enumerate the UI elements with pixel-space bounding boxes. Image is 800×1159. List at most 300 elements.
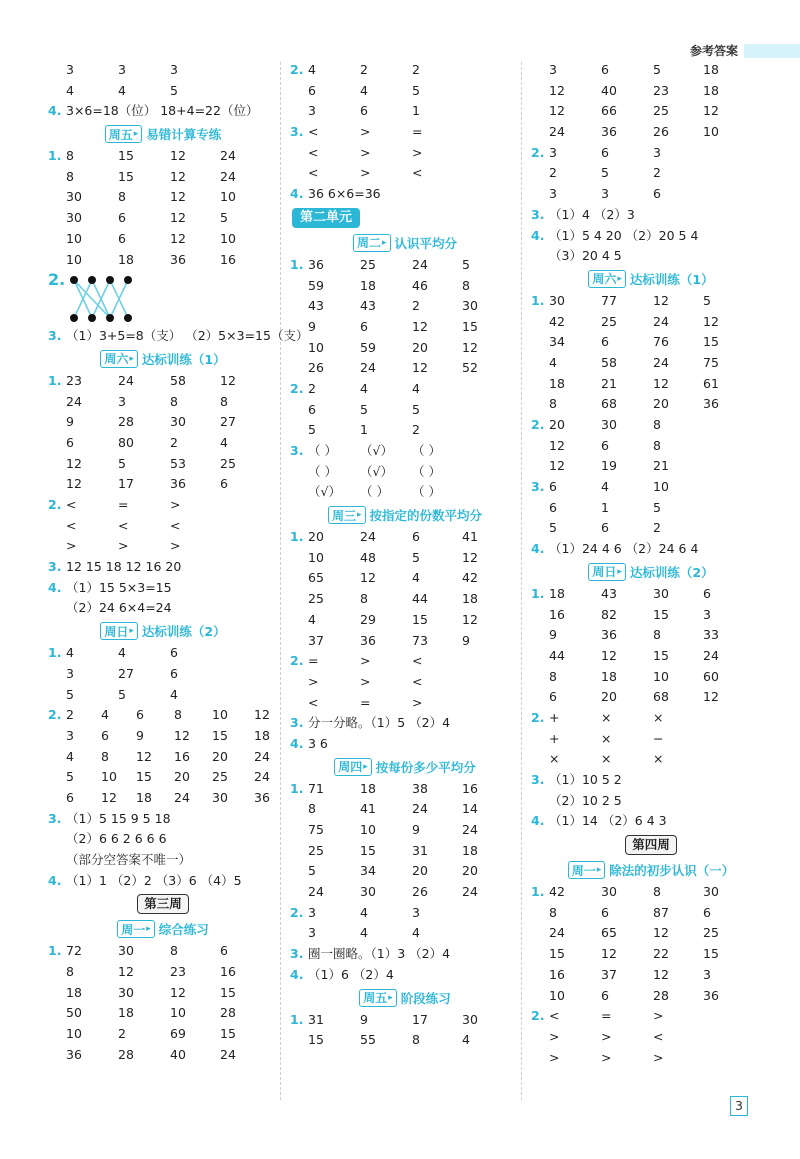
answer-cell: 30 bbox=[170, 414, 186, 430]
answer-cell: 3 bbox=[118, 393, 126, 409]
answer-cell: 4 bbox=[220, 434, 228, 450]
answer-cell: 24 bbox=[118, 372, 134, 388]
answer-cell: 17 bbox=[118, 476, 134, 492]
answer-row bbox=[531, 1048, 771, 1069]
answer-cell: 15 bbox=[118, 148, 134, 164]
answer-cell: 23 bbox=[170, 964, 186, 980]
answer-cell: > bbox=[653, 1049, 664, 1065]
section-heading bbox=[290, 503, 520, 527]
answer-row bbox=[290, 60, 520, 81]
answer-cell: 71 bbox=[308, 780, 324, 796]
answer-cell: 8 bbox=[66, 168, 74, 184]
answer-cell: 44 bbox=[549, 647, 565, 663]
answer-cell: 20 bbox=[549, 417, 565, 432]
answer-row bbox=[290, 441, 520, 462]
answer-cell: 12 bbox=[653, 375, 669, 391]
answer-row bbox=[531, 646, 771, 667]
answer-cell: 12 bbox=[170, 984, 186, 1000]
answer-cell: + bbox=[549, 730, 560, 746]
answer-cell: 12 bbox=[118, 964, 134, 980]
answer-row bbox=[290, 610, 520, 631]
answer-row bbox=[48, 60, 278, 81]
question-number: 4. bbox=[48, 579, 62, 595]
answer-cell: < bbox=[412, 653, 423, 669]
section-day-chip: 周六 ▸ bbox=[100, 350, 138, 368]
question-number: 2. bbox=[531, 1008, 545, 1024]
answer-cell: 5 bbox=[308, 863, 316, 879]
question-number: 1. bbox=[531, 292, 545, 308]
question-number: 1. bbox=[290, 1011, 304, 1027]
section-day-chip: 周三 ▸ bbox=[328, 506, 366, 524]
answer-cell: 15 bbox=[549, 946, 565, 962]
answer-cell: 8 bbox=[174, 707, 182, 723]
answer-cell: 2 bbox=[412, 298, 420, 314]
section-heading bbox=[531, 858, 771, 882]
answer-cell: 3 bbox=[549, 62, 557, 77]
section-title: 按每份多少平均分 bbox=[375, 759, 476, 775]
answer-cell: 3 bbox=[601, 186, 609, 202]
answer-row bbox=[531, 1027, 771, 1048]
answer-row bbox=[48, 250, 278, 271]
dot-matching-diagram bbox=[48, 270, 278, 326]
answer-row bbox=[290, 358, 520, 379]
question-number: 2. bbox=[48, 707, 62, 723]
answer-cell: 4 bbox=[549, 354, 557, 370]
question-number: 4. bbox=[48, 872, 62, 888]
answer-row bbox=[290, 734, 520, 755]
answer-cell: 5 bbox=[601, 165, 609, 181]
answer-row bbox=[48, 726, 278, 747]
answer-cell: 12 bbox=[136, 748, 152, 764]
question-number: 2. bbox=[531, 709, 545, 725]
answer-cell: 24 bbox=[549, 124, 565, 140]
answer-cell: 9 bbox=[360, 1011, 368, 1027]
section-title: 认识平均分 bbox=[394, 235, 458, 251]
answer-cell: 24 bbox=[254, 748, 270, 764]
answer-cell: 24 bbox=[220, 168, 236, 184]
answer-cell: 5 bbox=[412, 549, 420, 565]
matching-dot bbox=[88, 314, 96, 322]
answer-row bbox=[531, 518, 771, 539]
answer-cell: 68 bbox=[601, 396, 617, 412]
answer-row bbox=[290, 965, 520, 986]
answer-row bbox=[290, 799, 520, 820]
answer-cell: 2 bbox=[118, 1026, 126, 1042]
answer-cell: 28 bbox=[220, 1005, 236, 1021]
answer-cell: 19 bbox=[601, 458, 617, 474]
answer-cell: 26 bbox=[412, 884, 428, 900]
answer-cell: 4 bbox=[118, 82, 126, 98]
answer-cell: 6 bbox=[220, 476, 228, 492]
answer-cell: 24 bbox=[360, 529, 376, 545]
answer-cell: 68 bbox=[653, 689, 669, 705]
answer-cell: 36 bbox=[254, 789, 270, 805]
answer-cell: 20 bbox=[412, 339, 428, 355]
answer-row bbox=[531, 332, 771, 353]
answer-cell: 28 bbox=[653, 987, 669, 1003]
answer-row bbox=[531, 394, 771, 415]
answer-row bbox=[531, 687, 771, 708]
answer-cell: 3 bbox=[66, 727, 74, 743]
answer-cell: 15 bbox=[653, 647, 669, 663]
answer-row bbox=[290, 548, 520, 569]
question-number: 2. bbox=[290, 904, 304, 920]
answer-cell: 20 bbox=[462, 863, 478, 879]
answer-cell: 6 bbox=[66, 434, 74, 450]
matching-line bbox=[74, 280, 110, 318]
question-number: 3. bbox=[290, 443, 304, 458]
section-title: 除法的初步认识（一） bbox=[609, 863, 735, 879]
answer-row bbox=[48, 578, 278, 599]
answer-row bbox=[48, 1003, 278, 1024]
answer-cell: 8 bbox=[308, 801, 316, 817]
answer-cell: 73 bbox=[412, 632, 428, 648]
answer-row bbox=[531, 986, 771, 1007]
answer-cell: 66 bbox=[601, 103, 617, 119]
header-decoration-bar bbox=[744, 44, 800, 58]
answer-cell: 4 bbox=[66, 748, 74, 764]
answer-cell: 8 bbox=[118, 189, 126, 205]
question-number: 1. bbox=[290, 780, 304, 796]
answer-cell: > bbox=[549, 1028, 560, 1044]
answer-row bbox=[48, 474, 278, 495]
answer-row bbox=[48, 1045, 278, 1066]
answer-cell: 15 bbox=[308, 1032, 324, 1048]
answer-cell: < bbox=[308, 694, 319, 710]
answer-row bbox=[531, 1006, 771, 1027]
answer-cell: 77 bbox=[601, 292, 617, 308]
answer-row bbox=[290, 143, 520, 164]
answer-cell: 6 bbox=[308, 82, 316, 98]
answer-row bbox=[531, 122, 771, 143]
answer-row bbox=[48, 536, 278, 557]
answer-cell: 3 bbox=[308, 103, 316, 119]
answer-cell: 24 bbox=[462, 884, 478, 900]
answer-cell: 6 bbox=[308, 401, 316, 417]
answer-cell: > bbox=[170, 497, 181, 512]
answer-text: 圈一圈略。（1）3 （2）4 bbox=[308, 946, 451, 962]
answer-cell: 12 bbox=[549, 82, 565, 98]
answer-cell: 12 bbox=[703, 103, 719, 119]
question-number: 1. bbox=[48, 943, 62, 959]
answer-cell: 6 bbox=[101, 727, 109, 743]
answer-cell: 24 bbox=[360, 360, 376, 376]
answer-cell: 3 bbox=[170, 62, 178, 77]
question-number: 3. bbox=[290, 124, 304, 140]
answer-cell: 30 bbox=[360, 884, 376, 900]
answer-cell: 15 bbox=[462, 318, 478, 334]
section-title: 达标训练（1） bbox=[629, 271, 714, 287]
answer-cell: 31 bbox=[308, 1011, 324, 1027]
answer-cell: 6 bbox=[601, 520, 609, 536]
matching-dot bbox=[106, 276, 114, 284]
answer-cell: 6 bbox=[601, 904, 609, 920]
answer-cell: 26 bbox=[308, 360, 324, 376]
answer-row bbox=[48, 454, 278, 475]
answer-row bbox=[48, 788, 278, 809]
answer-cell: 12 bbox=[549, 437, 565, 453]
answer-row bbox=[531, 605, 771, 626]
answer-cell: 26 bbox=[653, 124, 669, 140]
answer-cell: 6 bbox=[601, 334, 609, 350]
answer-row bbox=[290, 527, 520, 548]
answer-cell: > bbox=[601, 1028, 612, 1044]
answer-cell: 25 bbox=[653, 103, 669, 119]
answer-row bbox=[48, 167, 278, 188]
answer-cell: 12 bbox=[101, 789, 117, 805]
answer-cell: 10 bbox=[653, 479, 669, 495]
answer-cell: 24 bbox=[308, 884, 324, 900]
answer-cell: 41 bbox=[360, 801, 376, 817]
answer-row bbox=[531, 667, 771, 688]
answer-cell: 28 bbox=[118, 414, 134, 430]
answer-row bbox=[290, 651, 520, 672]
answer-cell: 30 bbox=[703, 884, 719, 900]
answer-cell: 36 bbox=[703, 396, 719, 412]
answer-row bbox=[290, 296, 520, 317]
answer-cell: 5 bbox=[308, 422, 316, 438]
answer-column-2 bbox=[290, 60, 520, 1051]
answer-cell: 4 bbox=[412, 380, 420, 396]
answer-cell: 8 bbox=[360, 591, 368, 607]
answer-cell: 3 bbox=[118, 62, 126, 77]
answer-cell: 2 bbox=[653, 165, 661, 181]
answer-row bbox=[531, 291, 771, 312]
answer-cell: 2 bbox=[66, 707, 74, 723]
answer-cell: 8 bbox=[549, 904, 557, 920]
question-number: 1. bbox=[48, 372, 62, 388]
answer-cell: 16 bbox=[549, 606, 565, 622]
answer-cell: 18 bbox=[360, 780, 376, 796]
answer-cell: = bbox=[308, 653, 319, 669]
answer-row bbox=[290, 462, 520, 483]
answer-cell: 16 bbox=[220, 964, 236, 980]
answer-cell: 76 bbox=[653, 334, 669, 350]
answer-row bbox=[290, 841, 520, 862]
answer-cell: 18 bbox=[118, 1005, 134, 1021]
answer-cell: 65 bbox=[308, 570, 324, 586]
question-number: 4. bbox=[290, 186, 304, 202]
answer-text: （1）1 （2）2 （3）6 （4）5 bbox=[66, 872, 242, 888]
answer-cell: 61 bbox=[703, 375, 719, 391]
answer-row bbox=[48, 557, 278, 578]
answer-cell: 9 bbox=[412, 822, 420, 837]
question-number: 3. bbox=[48, 328, 62, 344]
answer-cell: 21 bbox=[653, 458, 669, 474]
answer-cell: 5 bbox=[549, 520, 557, 536]
section-title: 按指定的份数平均分 bbox=[369, 508, 483, 524]
week-heading bbox=[531, 832, 771, 858]
answer-cell: 16 bbox=[462, 780, 478, 796]
answer-cell: 6 bbox=[601, 987, 609, 1003]
answer-cell: 24 bbox=[412, 801, 428, 817]
answer-cell: 6 bbox=[601, 62, 609, 77]
answer-cell: 30 bbox=[653, 585, 669, 601]
answer-cell: （√） bbox=[308, 484, 341, 500]
answer-cell: 12 bbox=[360, 570, 376, 586]
answer-cell: 58 bbox=[601, 354, 617, 370]
answer-cell: 36 bbox=[170, 251, 186, 267]
answer-row bbox=[290, 693, 520, 714]
answer-row bbox=[290, 482, 520, 503]
answer-cell: 6 bbox=[170, 645, 178, 661]
answer-cell: 24 bbox=[653, 354, 669, 370]
answer-cell: 20 bbox=[653, 396, 669, 412]
answer-row bbox=[290, 184, 520, 205]
answer-cell: 6 bbox=[549, 689, 557, 705]
answer-row bbox=[290, 122, 520, 143]
answer-cell: 25 bbox=[308, 591, 324, 607]
answer-cell: 5 bbox=[653, 62, 661, 77]
answer-cell: 4 bbox=[308, 611, 316, 627]
answer-row bbox=[531, 584, 771, 605]
answer-row bbox=[531, 903, 771, 924]
answer-cell: 10 bbox=[549, 987, 565, 1003]
answer-cell: 42 bbox=[462, 570, 478, 586]
answer-row bbox=[531, 436, 771, 457]
answer-cell: 5 bbox=[66, 769, 74, 785]
answer-cell: 6 bbox=[703, 904, 711, 920]
section-heading bbox=[290, 231, 520, 255]
question-number: 3. bbox=[531, 206, 545, 222]
answer-cell: 36 bbox=[601, 124, 617, 140]
answer-cell: 87 bbox=[653, 904, 669, 920]
answer-row bbox=[531, 539, 771, 560]
section-day-chip: 周四 ▸ bbox=[334, 758, 372, 776]
answer-text: 12 15 18 12 16 20 bbox=[66, 559, 182, 575]
answer-row bbox=[290, 81, 520, 102]
answer-cell: 31 bbox=[412, 842, 428, 858]
answer-cell: 5 bbox=[220, 210, 228, 226]
answer-row bbox=[531, 625, 771, 646]
answer-cell: （ ） bbox=[308, 443, 337, 458]
answer-text: 分一分略。（1）5 （2）4 bbox=[308, 715, 451, 731]
answer-cell: （√） bbox=[360, 443, 393, 458]
section-title: 达标训练（1） bbox=[141, 351, 226, 367]
answer-cell: 16 bbox=[174, 748, 190, 764]
answer-cell: 6 bbox=[136, 707, 144, 723]
answer-cell: 6 bbox=[170, 665, 178, 681]
answer-row bbox=[290, 672, 520, 693]
answer-cell: 22 bbox=[653, 946, 669, 962]
answer-cell: < bbox=[170, 517, 181, 533]
answer-cell: 18 bbox=[360, 277, 376, 293]
answer-cell: （ ） bbox=[308, 463, 337, 479]
answer-cell: 15 bbox=[703, 946, 719, 962]
answer-row bbox=[290, 944, 520, 965]
answer-cell: 20 bbox=[308, 529, 324, 545]
answer-cell: > bbox=[412, 694, 423, 710]
answer-cell: 12 bbox=[653, 925, 669, 941]
answer-cell: 4 bbox=[308, 62, 316, 77]
answer-cell: 8 bbox=[549, 396, 557, 412]
answer-cell: 55 bbox=[360, 1032, 376, 1048]
unit-heading bbox=[290, 205, 520, 231]
column-divider bbox=[521, 62, 522, 1100]
answer-row bbox=[531, 101, 771, 122]
answer-text: （1）24 4 6 （2）24 6 4 bbox=[549, 541, 699, 557]
answer-cell: 10 bbox=[308, 339, 324, 355]
answer-cell: > bbox=[66, 538, 77, 554]
answer-row bbox=[48, 146, 278, 167]
answer-row bbox=[290, 882, 520, 903]
answer-cell: 8 bbox=[653, 417, 661, 432]
section-day-chip: 周五 ▸ bbox=[105, 125, 143, 143]
answer-cell: 36 bbox=[360, 632, 376, 648]
answer-cell: 10 bbox=[220, 230, 236, 246]
answer-row bbox=[531, 415, 771, 436]
answer-column-3 bbox=[531, 60, 771, 1068]
answer-cell: 20 bbox=[174, 769, 190, 785]
answer-row bbox=[531, 226, 771, 247]
answer-cell: 75 bbox=[308, 822, 324, 837]
answer-text: （1）4 （2）3 bbox=[549, 206, 635, 222]
answer-row bbox=[531, 456, 771, 477]
answer-cell: 5 bbox=[412, 82, 420, 98]
answer-row bbox=[531, 749, 771, 770]
answer-cell: 40 bbox=[170, 1046, 186, 1062]
answer-cell: 8 bbox=[220, 393, 228, 409]
answer-cell: 4 bbox=[360, 380, 368, 396]
answer-cell: （√） bbox=[360, 463, 393, 479]
answer-row bbox=[290, 631, 520, 652]
answer-cell: 16 bbox=[549, 966, 565, 982]
answer-cell: 24 bbox=[220, 148, 236, 164]
section-day-chip: 周日 ▸ bbox=[588, 563, 626, 581]
answer-cell: 30 bbox=[118, 943, 134, 959]
answer-row bbox=[48, 705, 278, 726]
question-number: 2. bbox=[48, 497, 62, 512]
answer-cell: 12 bbox=[170, 210, 186, 226]
answer-column-1 bbox=[48, 60, 309, 1066]
answer-cell: 14 bbox=[462, 801, 478, 817]
answer-cell: 3 bbox=[308, 904, 316, 920]
answer-row bbox=[531, 81, 771, 102]
answer-cell: 20 bbox=[601, 689, 617, 705]
section-day-chip: 周一 ▸ bbox=[568, 861, 606, 879]
answer-cell: 80 bbox=[118, 434, 134, 450]
answer-cell: × bbox=[653, 751, 664, 767]
answer-cell: 2 bbox=[412, 422, 420, 438]
answer-cell: 4 bbox=[66, 82, 74, 98]
answer-cell: 15 bbox=[412, 611, 428, 627]
answer-row bbox=[48, 941, 278, 962]
answer-text: （1）6 （2）4 bbox=[308, 966, 394, 982]
answer-cell: 12 bbox=[601, 647, 617, 663]
answer-cell: > bbox=[549, 1049, 560, 1065]
answer-cell: 4 bbox=[360, 82, 368, 98]
answer-cell: 18 bbox=[136, 789, 152, 805]
section-heading bbox=[48, 917, 278, 941]
answer-cell: 2 bbox=[308, 380, 316, 396]
answer-row bbox=[290, 861, 520, 882]
answer-cell: 40 bbox=[601, 82, 617, 98]
answer-cell: 18 bbox=[462, 842, 478, 858]
answer-cell: 3 bbox=[66, 62, 74, 77]
answer-cell: 5 bbox=[118, 686, 126, 702]
answer-cell: 18 bbox=[549, 585, 565, 601]
answer-cell: = bbox=[118, 497, 129, 512]
answer-text: 3×6=18（位） 18+4=22（位） bbox=[66, 103, 259, 119]
answer-cell: 12 bbox=[549, 103, 565, 119]
answer-cell: 27 bbox=[220, 414, 236, 430]
answer-row bbox=[290, 101, 520, 122]
answer-cell: 44 bbox=[412, 591, 428, 607]
answer-cell: 3 bbox=[549, 144, 557, 160]
section-heading bbox=[531, 560, 771, 584]
answer-row bbox=[48, 685, 278, 706]
answer-cell: 15 bbox=[220, 984, 236, 1000]
